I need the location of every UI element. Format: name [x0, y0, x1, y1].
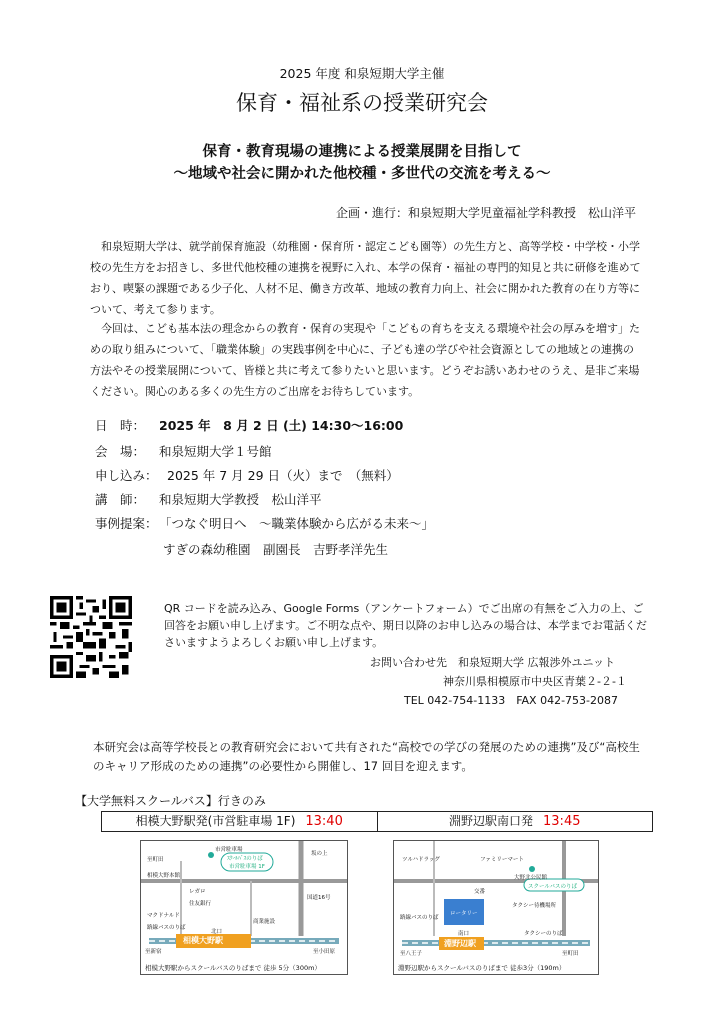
map-label: タクシー待機場所 — [512, 903, 557, 909]
contact-address: 神奈川県相模原市中央区青葉２-２-１ — [443, 675, 627, 688]
map-label: マクドナルド — [147, 913, 180, 919]
subtitle-line-2: ～地域や社会に開かれた他校種・多世代の交流を考える～ — [173, 166, 551, 182]
route-time: 13:40 — [305, 814, 343, 829]
map-label: ロータリー — [450, 911, 478, 917]
lecturer-row — [95, 490, 322, 508]
map-label: 至町田 — [562, 951, 579, 957]
map-label: 交番 — [474, 889, 486, 895]
case-presenter: すぎの森幼稚園 副園長 吉野孝洋先生 — [163, 542, 389, 557]
case-label: 事例提案： — [95, 516, 158, 531]
map-label: 住友銀行 — [189, 901, 212, 907]
map-label: ファミリーマート — [480, 857, 524, 863]
map-label: レガロ — [189, 889, 206, 895]
map-label: 大野北公民館 — [514, 875, 548, 881]
contact-phone-fax: TEL 042-754-1133 FAX 042-753-2087 — [404, 694, 619, 707]
map-label: 至小田原 — [313, 949, 336, 955]
subtitle-line-1: 保育・教育現場の連携による授業展開を目指して — [202, 144, 522, 160]
planner-credit: 企画・進行：和泉短期大学児童福祉学科教授 松山洋平 — [335, 206, 636, 220]
map-label: 坂の上 — [311, 851, 328, 857]
venue-label: 会 場： — [95, 444, 146, 459]
apply-label: 申し込み： — [95, 468, 158, 483]
map-label: 相模大野本館 — [147, 873, 181, 879]
map-label: ｽｸｰﾙﾊﾞｽのりば — [227, 856, 263, 862]
map-label: タクシーのりば — [524, 931, 563, 937]
event-note: 本研究会は高等学校長との教育研究会において共有された“高校での学びの発展のための連携”及び“高校生のキャリア形成のための連携”の必要性から開催し、17 回目を迎えます。 — [93, 740, 640, 773]
map-label: 北口 — [211, 929, 223, 935]
map-label: 南口 — [458, 931, 470, 937]
map-caption: 相模大野駅からスクールバスのりばまで 徒歩 5分（300m） — [145, 964, 321, 972]
map-label: 国道16号 — [307, 895, 331, 901]
map-label: 至町田 — [147, 857, 164, 863]
map-label: 市営駐車場 1F — [229, 864, 265, 870]
lecturer-value: 和泉短期大学教授 松山洋平 — [159, 492, 322, 507]
contact-unit: お問い合わせ先 和泉短期大学 広報渉外ユニット — [370, 656, 616, 669]
station-name: 淵野辺駅 — [444, 939, 476, 948]
fuchinobe-map — [393, 840, 599, 975]
map-label: ツルハドラッグ — [402, 857, 440, 863]
registration-instructions: QR コードを読み込み、Google Forms（アンケートフォーム）でご出席の有無をご入力の上、ご回答をお願い申し上げます。ご不明な点や、期日以降のお申し込みの場合は、本学までお電話くださいますようよろしくお願い申し上げます。 — [164, 602, 647, 649]
case-row — [95, 514, 434, 532]
bus-heading: 【大学無料スクールバス】行きのみ — [75, 794, 266, 808]
map-caption: 淵野辺駅からスクールバスのりばまで 徒歩3分（190m） — [398, 964, 566, 972]
map-label: 商業施設 — [253, 919, 276, 925]
date-value: 2025 年 8 月 2 日 (土) 14:30～16:00 — [159, 418, 404, 433]
bus-route-fuchinobe — [377, 812, 653, 831]
page-title: 保育・福祉系の授業研究会 — [236, 91, 488, 115]
intro-paragraph-1: 和泉短期大学は、就学前保育施設（幼稚園・保育所・認定こども園等）の先生方と、高等学校・中学校・小学校の先生方をお招きし、多世代他校種の連携を視野に入れ、本学の保育・福祉の専門的知見と共に研修を進めており、喫緊の課題である少子化、人材不足、働き方改革、地域の教育力向上、社会に開かれた教育の在り方等について、考えて参ります。 — [90, 240, 641, 316]
map-label: 至八王子 — [400, 951, 423, 957]
intro-paragraph-2: 今回は、こども基本法の理念からの教育・保育の実現や「こどもの育ちを支える環境や社会の厚みを増す」ための取り組みについて、「職業体験」の実践事例を中心に、子ども達の学びや社会資源としての地域との連携の方法やその授業展開について、皆様と共に考えて参りたいと思います。どうぞお誘いあわせのうえ、是非ご来場ください。関心のある多くの先生方のご出席をお待ちしています。 — [90, 322, 640, 398]
sagamiono-map — [140, 840, 348, 975]
map-label: 路線バスのりば — [400, 915, 439, 921]
apply-row — [95, 466, 399, 484]
route-origin: 相模大野駅発(市営駐車場 1F) — [135, 814, 296, 828]
map-label: スクールバスのりば — [528, 884, 578, 890]
bus-schedule-table — [101, 811, 653, 832]
date-label: 日 時： — [95, 418, 146, 433]
apply-value: 2025 年 7 月 29 日（火）まで （無料） — [167, 468, 399, 483]
venue-value: 和泉短期大学１号館 — [159, 444, 272, 459]
venue-row — [95, 442, 272, 460]
station-name: 相模大野駅 — [183, 936, 223, 945]
bus-route-sagamiono — [102, 812, 377, 831]
map-label: 路線バスのりば — [147, 925, 186, 931]
map-label: 至新宿 — [145, 949, 162, 955]
map-label: 市営駐車場 — [215, 847, 243, 853]
date-row — [95, 416, 403, 434]
qr-code-icon[interactable] — [50, 596, 132, 678]
route-time: 13:45 — [543, 814, 581, 829]
case-value: 「つなぐ明日へ ～職業体験から広がる未来～」 — [159, 516, 435, 531]
organizer-line: 2025 年度 和泉短期大学主催 — [279, 66, 445, 81]
lecturer-label: 講 師： — [95, 492, 146, 507]
route-origin: 淵野辺駅南口発 — [449, 814, 534, 828]
